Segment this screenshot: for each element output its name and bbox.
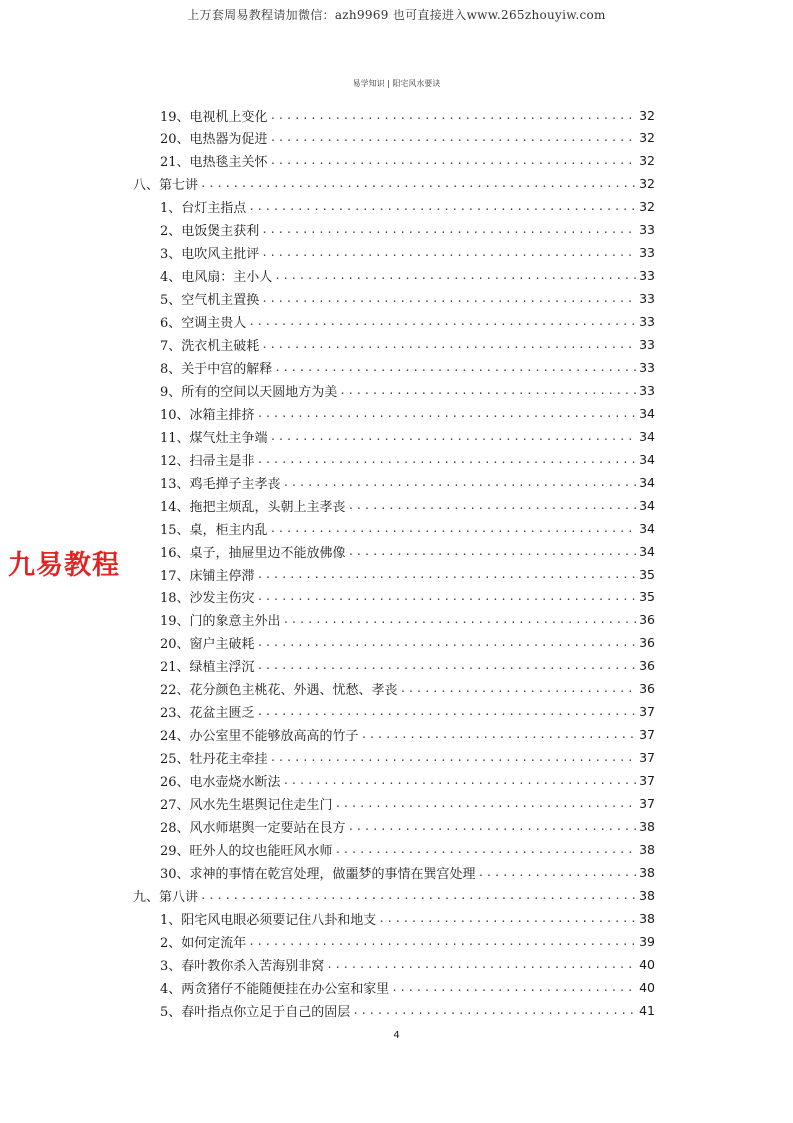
- toc-entry-number: 10、: [160, 407, 190, 423]
- toc-entry-title: 求神的事情在乾宫处理，做噩梦的事情在巽宫处理: [189, 866, 476, 882]
- toc-entry-title: 沙发主伤灾: [189, 591, 255, 607]
- toc-entry: [160, 976, 655, 998]
- toc-entry-number: 18、: [160, 591, 190, 607]
- toc-entry-page: 38: [639, 841, 655, 857]
- toc-entry-page: 33: [639, 337, 655, 352]
- dot-leader: [391, 981, 637, 994]
- toc-entry-number: 13、: [160, 476, 190, 492]
- toc-entry-number: 30、: [160, 866, 190, 882]
- toc-entry: [160, 311, 655, 333]
- dot-leader: [326, 958, 637, 971]
- dot-leader: [270, 131, 638, 144]
- toc-entry: [160, 540, 655, 562]
- toc-section: [133, 173, 655, 195]
- running-head: 易学知识 | 阳宅风水要诀: [352, 79, 441, 88]
- toc-entry: [160, 242, 655, 264]
- toc-entry: [160, 219, 655, 241]
- toc-entry-page: 34: [639, 451, 655, 467]
- dot-leader: [352, 1004, 637, 1017]
- toc-entry: [160, 724, 655, 746]
- dot-leader: [361, 728, 638, 741]
- toc-entry-number: 2、: [160, 224, 182, 240]
- toc-entry-page: 41: [639, 1002, 655, 1018]
- dot-leader: [248, 200, 637, 213]
- toc-entry-title: 洗衣机主破耗: [181, 339, 260, 354]
- toc-entry-number: 8、: [160, 361, 182, 377]
- toc-entry: [160, 953, 655, 975]
- toc-entry-title: 牡丹花主牵挂: [189, 752, 268, 768]
- dot-leader: [283, 613, 638, 626]
- dot-leader: [261, 223, 637, 236]
- dot-leader: [257, 659, 638, 672]
- toc-entry-title: 床铺主停滞: [189, 568, 255, 584]
- toc-entry-page: 32: [639, 153, 655, 169]
- toc-entry-title: 桌子，抽屉里边不能放佛像: [189, 545, 346, 561]
- toc-entry-title: 桌，柜主内乱: [189, 522, 268, 538]
- dot-leader: [248, 935, 637, 948]
- toc-entry-page: 34: [639, 520, 655, 536]
- toc-entry-title: 拖把主烦乱，头朝上主孝丧: [189, 499, 346, 515]
- toc-entry: [160, 747, 655, 769]
- dot-leader: [283, 774, 638, 787]
- toc-entry: [160, 563, 655, 585]
- toc-entry-number: 15、: [160, 522, 190, 538]
- toc-entry-number: 27、: [160, 798, 190, 813]
- toc-entry-number: 4、: [160, 270, 182, 286]
- toc-entry-number: 19、: [160, 109, 190, 125]
- toc-entry-number: 9、: [160, 384, 182, 400]
- toc-entry-page: 36: [639, 658, 655, 674]
- toc-entry-title: 鸡毛掸子主孝丧: [189, 476, 281, 492]
- dot-leader: [257, 453, 638, 466]
- toc-entry: [160, 334, 655, 356]
- toc-entry-page: 33: [639, 359, 655, 375]
- toc-entry-number: 21、: [160, 660, 190, 676]
- dot-leader: [200, 177, 637, 190]
- toc-entry-number: 28、: [160, 820, 190, 836]
- toc-entry-number: 26、: [160, 775, 190, 791]
- toc-entry: [160, 701, 655, 723]
- toc-entry-page: 33: [639, 245, 655, 261]
- toc-entry-title: 第八讲: [159, 889, 199, 905]
- dot-leader: [200, 889, 637, 902]
- toc-entry-number: 23、: [160, 706, 190, 722]
- dot-leader: [400, 682, 638, 695]
- toc-entry-title: 电风扇：主小人: [181, 270, 273, 286]
- toc-entry: [160, 632, 655, 654]
- dot-leader: [283, 476, 638, 489]
- toc-entry-title: 春叶指点你立足于自己的固层: [181, 1004, 351, 1020]
- toc-entry-number: 6、: [160, 316, 182, 332]
- toc-entry: [160, 448, 655, 470]
- toc-entry-number: 5、: [160, 293, 182, 309]
- toc-entry-title: 电水壶烧水断法: [189, 775, 281, 791]
- toc-entry-title: 风水师堪舆一定要站在艮方: [189, 820, 346, 836]
- toc-entry-number: 3、: [160, 247, 182, 263]
- toc-entry: [160, 196, 655, 218]
- toc-entry-page: 36: [639, 681, 655, 697]
- toc-entry-number: 7、: [160, 339, 182, 354]
- toc-entry-page: 34: [639, 497, 655, 513]
- toc-entry-number: 14、: [160, 499, 190, 515]
- toc-entry-page: 37: [639, 704, 655, 720]
- toc-entry: [160, 425, 655, 447]
- toc-entry-title: 扫帚主是非: [189, 453, 255, 469]
- toc-entry-number: 16、: [160, 545, 190, 561]
- header-note: 上万套周易教程请加微信：azh9969 也可直接进入www.265zhouyiw.com: [187, 8, 606, 22]
- toc-entry-title: 绿植主浮沉: [189, 660, 255, 676]
- toc-entry-page: 38: [639, 864, 655, 880]
- page-number: 4: [393, 1030, 400, 1041]
- toc-entry-page: 33: [639, 268, 655, 284]
- toc-entry-number: 25、: [160, 752, 190, 768]
- dot-leader: [378, 912, 637, 925]
- toc-entry-number: 4、: [160, 981, 182, 997]
- toc-entry-page: 34: [639, 405, 655, 421]
- dot-leader: [270, 154, 638, 167]
- toc-entry: [160, 609, 655, 631]
- dot-leader: [261, 292, 637, 305]
- toc-entry-number: 1、: [160, 201, 182, 217]
- toc-entry: [160, 494, 655, 516]
- toc-entry-title: 春叶教你杀入苦海别非窝: [181, 958, 325, 974]
- toc-entry-number: 17、: [160, 568, 190, 584]
- toc-entry-title: 电热器为促进: [189, 132, 268, 148]
- toc-entry-title: 电热毯主关怀: [189, 155, 268, 171]
- toc-entry-title: 两贪猪仔不能随便挂在办公室和家里: [181, 981, 390, 997]
- toc-entry-number: 20、: [160, 637, 190, 653]
- toc-entry-page: 35: [639, 589, 655, 605]
- toc-entry-page: 34: [639, 428, 655, 444]
- toc-entry-title: 冰箱主排挤: [189, 407, 255, 423]
- toc-entry: [160, 655, 655, 677]
- toc-entry-title: 台灯主指点: [181, 201, 247, 217]
- dot-leader: [257, 568, 638, 581]
- dot-leader: [257, 636, 638, 649]
- toc-entry-page: 33: [639, 291, 655, 307]
- dot-leader: [335, 843, 638, 856]
- dot-leader: [270, 522, 638, 535]
- toc-entry-page: 39: [639, 933, 655, 949]
- dot-leader: [274, 361, 637, 374]
- dot-leader: [257, 590, 638, 603]
- toc-entry: [160, 379, 655, 401]
- toc-entry-title: 空调主贵人: [181, 316, 247, 332]
- toc-entry-number: 1、: [160, 912, 182, 928]
- dot-leader: [270, 751, 638, 764]
- toc-entry-title: 门的象意主外出: [189, 614, 281, 630]
- dot-leader: [274, 269, 637, 282]
- toc-entry-title: 阳宅风电眼必须要记住八卦和地支: [181, 912, 377, 928]
- dot-leader: [261, 338, 637, 351]
- toc-entry: [160, 127, 655, 149]
- toc-entry-number: 29、: [160, 843, 190, 859]
- toc-entry-number: 24、: [160, 729, 190, 745]
- toc-entry-page: 36: [639, 635, 655, 651]
- toc-entry-number: 3、: [160, 958, 182, 974]
- toc-entry: [160, 838, 655, 860]
- toc-entry-title: 空气机主置换: [181, 293, 260, 309]
- toc-entry-page: 37: [639, 750, 655, 766]
- toc-entry-title: 关于中宫的解释: [181, 361, 273, 377]
- toc-entry-page: 34: [639, 474, 655, 490]
- toc-entry-title: 如何定流年: [181, 935, 247, 951]
- toc-entry: [160, 930, 655, 952]
- toc-entry-title: 电视机上变化: [189, 109, 268, 125]
- toc-entry: [160, 793, 655, 815]
- toc-entry-number: 19、: [160, 614, 190, 630]
- toc-entry: [160, 471, 655, 493]
- toc-entry-number: 5、: [160, 1004, 182, 1020]
- toc-entry: [160, 265, 655, 287]
- toc-entry: [160, 999, 655, 1021]
- toc-entry-page: 40: [639, 956, 655, 972]
- dot-leader: [270, 430, 638, 443]
- toc-entry-number: 22、: [160, 683, 190, 699]
- toc-entry-page: 40: [639, 979, 655, 995]
- toc-entry: [160, 770, 655, 792]
- toc-entry-number: 20、: [160, 132, 190, 148]
- toc-entry-title: 第七讲: [159, 178, 199, 194]
- dot-leader: [348, 499, 638, 512]
- toc-entry-title: 电吹风主批评: [181, 247, 260, 263]
- dot-leader: [348, 545, 638, 558]
- toc-entry-title: 旺外人的坟也能旺风水师: [189, 843, 333, 859]
- dot-leader: [257, 705, 638, 718]
- toc-entry: [160, 288, 655, 310]
- toc-entry-page: 32: [639, 176, 655, 192]
- toc-entry-page: 34: [639, 543, 655, 559]
- toc-entry-page: 38: [639, 818, 655, 834]
- toc-entry-number: 八、: [133, 178, 160, 194]
- toc-entry-page: 36: [639, 612, 655, 628]
- toc-entry: [160, 517, 655, 539]
- toc-entry-page: 32: [639, 199, 655, 215]
- toc-entry-page: 33: [639, 382, 655, 398]
- toc-entry-number: 21、: [160, 155, 190, 171]
- dot-leader: [335, 797, 638, 810]
- dot-leader: [248, 315, 637, 328]
- dot-leader: [478, 866, 638, 879]
- toc-entry: [160, 586, 655, 608]
- toc-entry-title: 电饭煲主获利: [181, 224, 260, 240]
- dot-leader: [339, 384, 637, 397]
- toc-entry-page: 32: [639, 130, 655, 146]
- toc-entry-page: 38: [639, 887, 655, 903]
- toc-entry: [160, 907, 655, 929]
- toc-entry-number: 11、: [160, 430, 190, 446]
- toc-entry: [160, 150, 655, 172]
- toc-entry-page: 32: [639, 107, 655, 123]
- toc-entry: [160, 678, 655, 700]
- toc-entry-page: 35: [639, 566, 655, 582]
- toc-entry: [160, 402, 655, 424]
- toc-entry: [160, 815, 655, 837]
- dot-leader: [261, 246, 637, 259]
- toc-entry-page: 38: [639, 910, 655, 926]
- watermark-text: 九易教程: [8, 550, 120, 581]
- toc-entry: [160, 861, 655, 883]
- toc-entry-title: 窗户主破耗: [189, 637, 255, 653]
- toc-entry-page: 33: [639, 314, 655, 330]
- toc-entry-title: 花分颜色主桃花、外遇、忧愁、孝丧: [189, 683, 398, 699]
- toc-entry: [160, 356, 655, 378]
- toc-entry-title: 所有的空间以天圆地方为美: [181, 384, 338, 400]
- toc-entry-title: 风水先生堪舆记住走生门: [189, 798, 333, 813]
- dot-leader: [348, 820, 638, 833]
- toc-entry-number: 九、: [133, 889, 160, 905]
- toc-entry-number: 12、: [160, 453, 190, 469]
- toc-entry-page: 33: [639, 222, 655, 238]
- toc-entry: [160, 104, 655, 126]
- toc-entry-page: 37: [639, 796, 655, 811]
- dot-leader: [270, 109, 638, 122]
- dot-leader: [257, 407, 638, 420]
- toc-entry-page: 37: [639, 773, 655, 789]
- toc-section: [133, 884, 655, 906]
- toc-entry-page: 37: [639, 727, 655, 743]
- toc-entry-title: 花盆主匮乏: [189, 706, 255, 722]
- toc-entry-title: 办公室里不能够放高高的竹子: [189, 729, 359, 745]
- toc-entry-title: 煤气灶主争端: [189, 430, 268, 446]
- toc-entry-number: 2、: [160, 935, 182, 951]
